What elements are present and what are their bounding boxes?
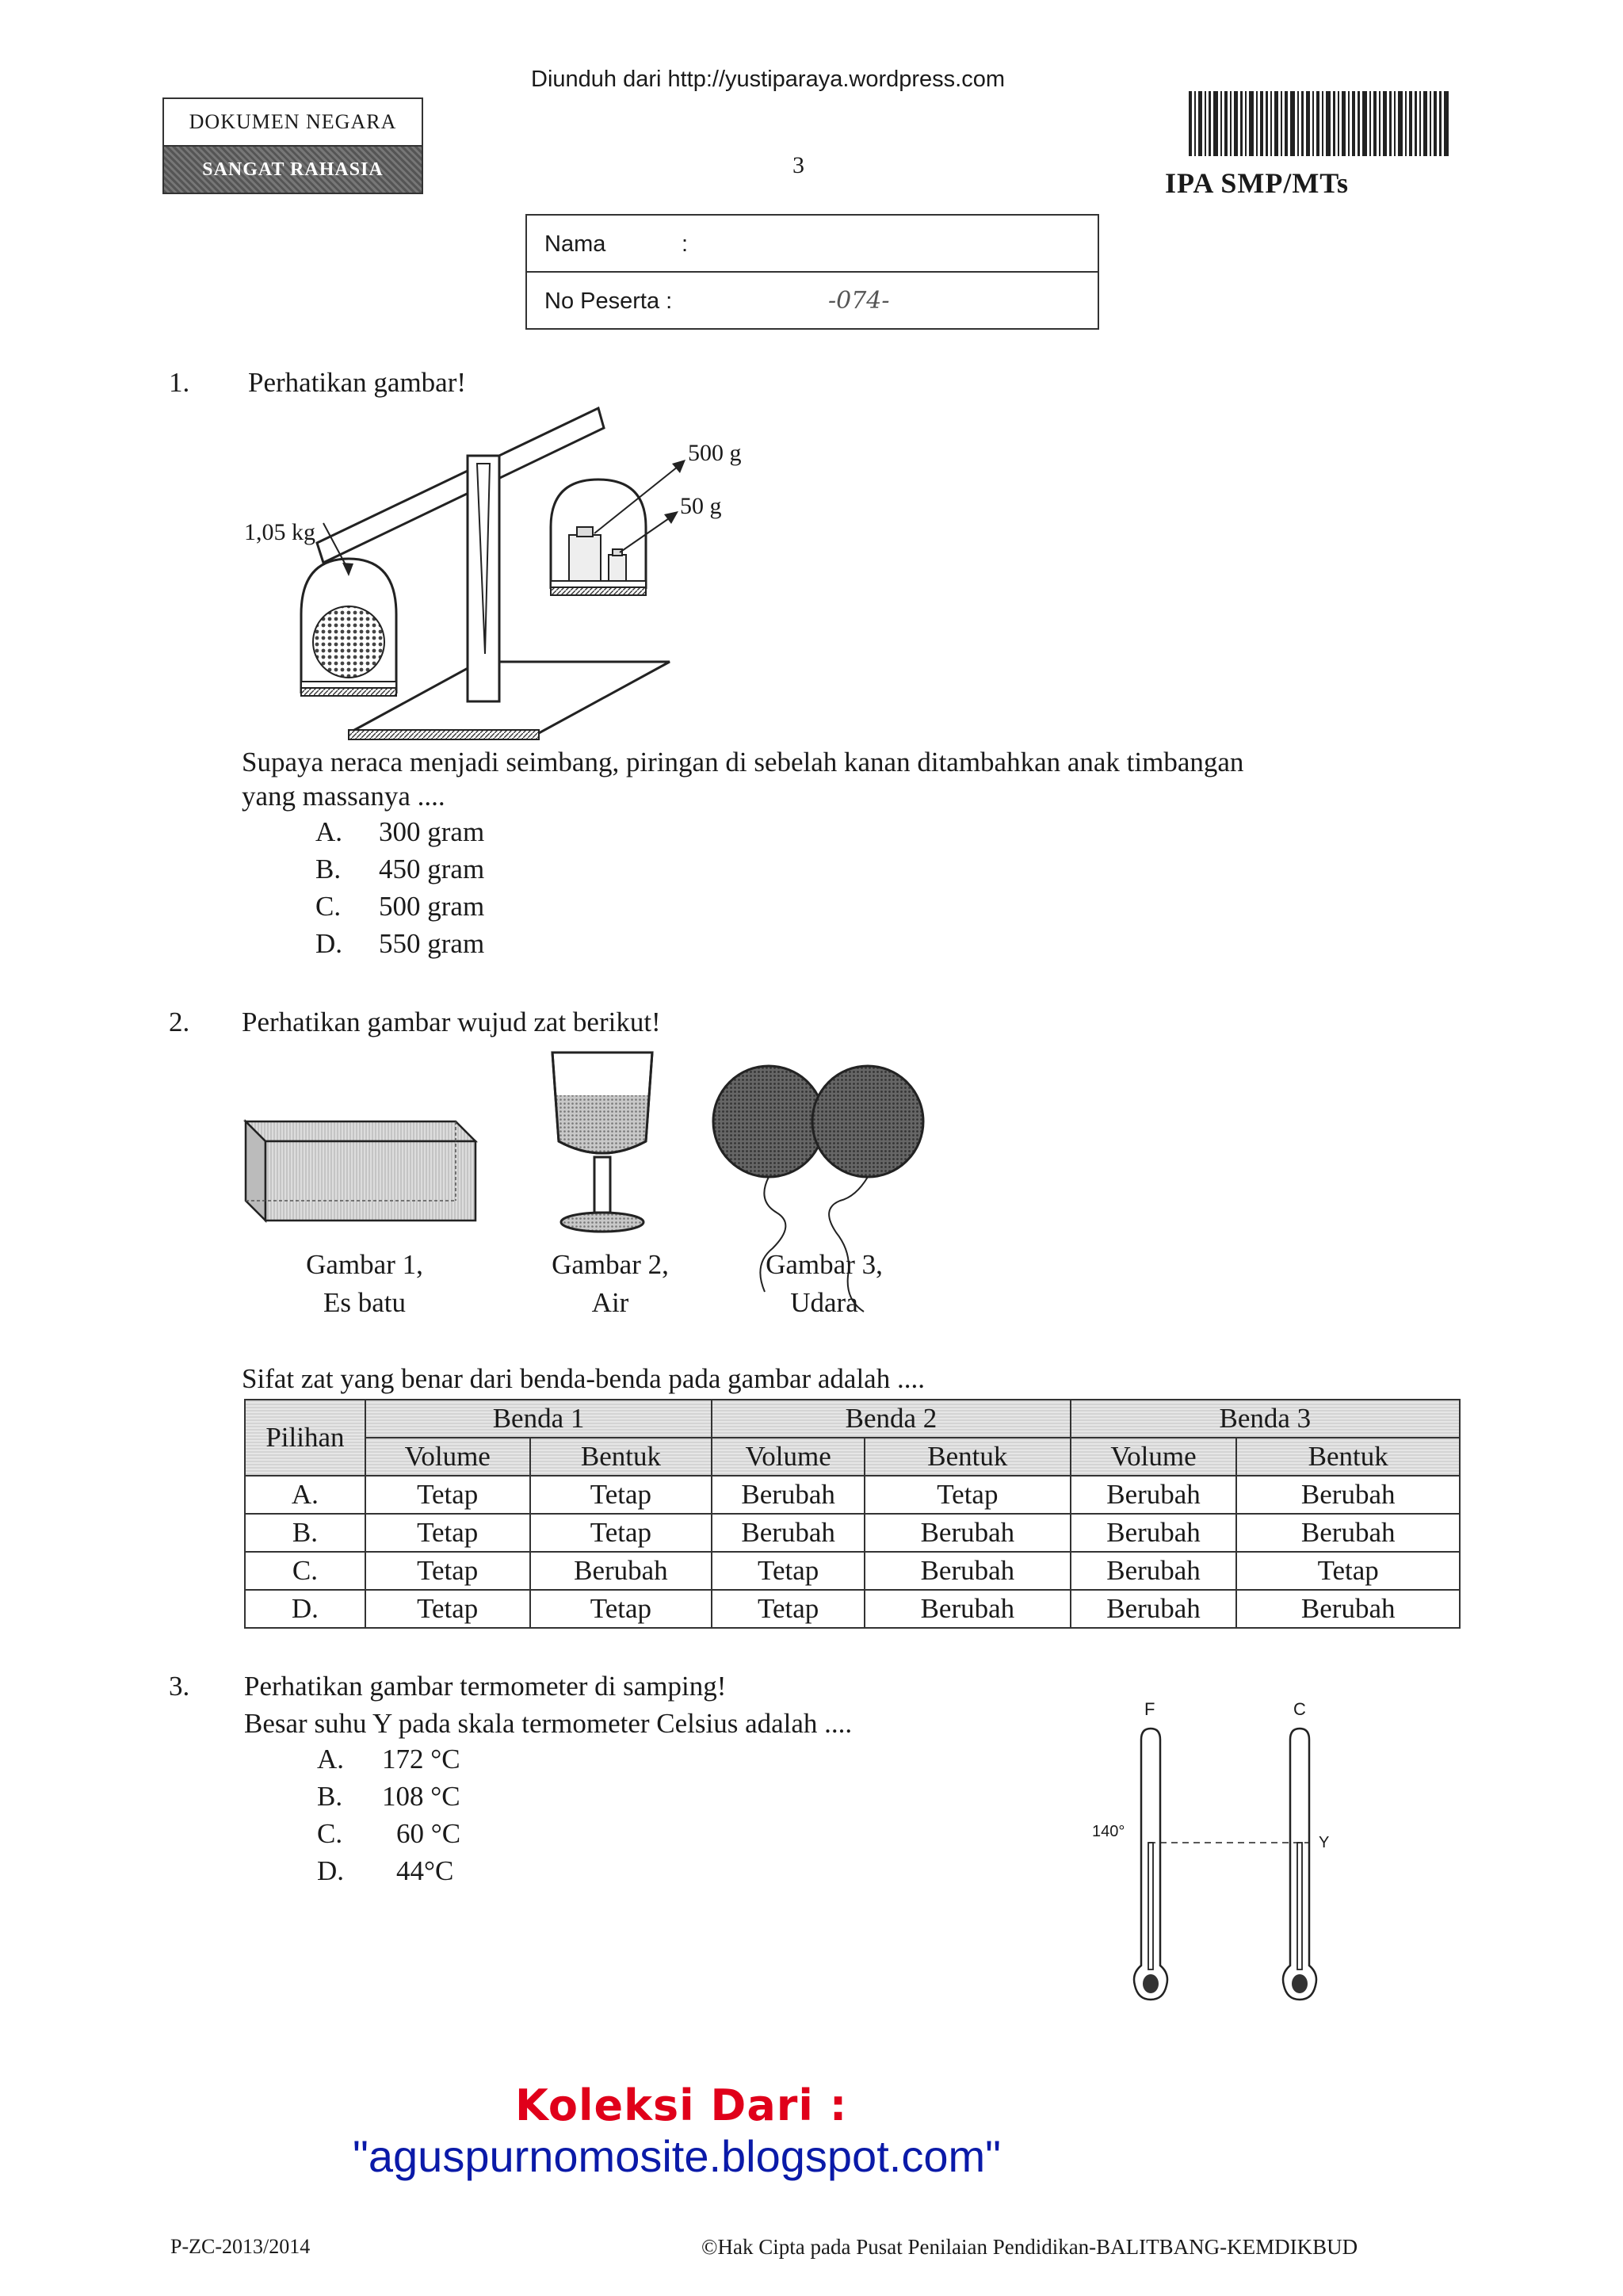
table-row[interactable]	[245, 1514, 1460, 1552]
q1-left-mass-label: 1,05 kg	[244, 519, 315, 545]
ice-block-figure	[242, 1117, 479, 1224]
name-label: Nama	[544, 231, 606, 257]
q1-prompt: Perhatikan gambar!	[248, 367, 467, 398]
identity-box	[525, 214, 1099, 330]
table-header-benda-2: Benda 2	[712, 1400, 1070, 1438]
thermometer-y-label: Y	[1319, 1834, 1330, 1851]
barcode-icon	[1189, 91, 1450, 156]
table-cell: Tetap	[712, 1590, 865, 1628]
table-subheader: Bentuk	[865, 1438, 1071, 1476]
name-row	[527, 216, 1098, 271]
q2-prompt: Perhatikan gambar wujud zat berikut!	[242, 1007, 661, 1037]
table-cell: Tetap	[1236, 1552, 1460, 1590]
footer-code: P-ZC-2013/2014	[170, 2235, 311, 2258]
thermometer-c-label: C	[1293, 1699, 1306, 1719]
q1-option-a[interactable]: A. 300 gram	[315, 816, 485, 847]
q1-option-b[interactable]: B. 450 gram	[315, 854, 485, 884]
thermometer-f-label: F	[1144, 1699, 1155, 1719]
water-glass-figure	[543, 1046, 662, 1236]
q1-text-line1: Supaya neraca menjadi seimbang, piringan di sebelah kanan ditambahkan anak timbangan	[242, 747, 1244, 777]
table-subheader: Volume	[365, 1438, 530, 1476]
name-colon: :	[682, 231, 689, 257]
q3-line1: Perhatikan gambar termometer di samping!	[244, 1671, 727, 1702]
collection-watermark: Koleksi Dari :	[515, 2080, 848, 2130]
states-of-matter-table	[244, 1399, 1461, 1629]
thermometers-figure	[1125, 1724, 1363, 2001]
q2-table-caption: Sifat zat yang benar dari benda-benda pada gambar adalah ....	[242, 1363, 925, 1394]
q1-option-d[interactable]: D. 550 gram	[315, 928, 485, 959]
table-cell: Tetap	[530, 1514, 712, 1552]
table-cell: Berubah	[1236, 1476, 1460, 1514]
subject-label: IPA SMP/MTs	[1165, 167, 1350, 199]
page-number: 3	[792, 152, 804, 178]
q3-option-d[interactable]: D. 44°C	[317, 1855, 454, 1886]
doc-label-top: DOKUMEN NEGARA	[164, 99, 422, 147]
table-cell: Berubah	[1071, 1514, 1237, 1552]
table-subheader: Bentuk	[1236, 1438, 1460, 1476]
table-cell: Berubah	[865, 1590, 1071, 1628]
table-cell: Tetap	[365, 1476, 530, 1514]
table-cell: Tetap	[865, 1476, 1071, 1514]
thermometer-reading-label: 140°	[1092, 1823, 1125, 1840]
table-row[interactable]	[245, 1476, 1460, 1514]
figure-2-caption: Gambar 2, Air	[552, 1249, 669, 1318]
table-cell: Berubah	[865, 1514, 1071, 1552]
table-cell-option: C.	[245, 1552, 365, 1590]
table-cell: Berubah	[1236, 1514, 1460, 1552]
table-subheader: Bentuk	[530, 1438, 712, 1476]
source-url: Diunduh dari http://yustiparaya.wordpress.com	[531, 67, 1006, 92]
figure-1-caption: Gambar 1, Es batu	[306, 1249, 423, 1318]
table-cell: Berubah	[1071, 1552, 1237, 1590]
participant-label: No Peserta :	[544, 288, 673, 314]
q1-weight-500-label: 500 g	[688, 440, 742, 466]
q3-number: 3.	[169, 1671, 190, 1702]
table-cell: Berubah	[1236, 1590, 1460, 1628]
q3-line2: Besar suhu Y pada skala termometer Celsius adalah ....	[244, 1708, 853, 1739]
q1-text-line2: yang massanya ....	[242, 781, 445, 812]
figure-3-caption: Gambar 3, Udara	[766, 1249, 883, 1318]
table-cell: Tetap	[712, 1552, 865, 1590]
q1-option-c[interactable]: C. 500 gram	[315, 891, 485, 922]
table-cell: Berubah	[1071, 1590, 1237, 1628]
table-cell: Berubah	[530, 1552, 712, 1590]
q1-number: 1.	[169, 367, 190, 398]
q1-weight-50-label: 50 g	[680, 493, 722, 519]
blog-watermark[interactable]: "aguspurnomosite.blogspot.com"	[353, 2131, 1001, 2181]
table-cell-option: A.	[245, 1476, 365, 1514]
table-cell: Berubah	[712, 1514, 865, 1552]
participant-row	[527, 271, 1098, 328]
table-cell: Tetap	[365, 1552, 530, 1590]
table-header-pilihan: Pilihan	[245, 1400, 365, 1476]
table-row[interactable]	[245, 1590, 1460, 1628]
document-classification-box	[162, 97, 423, 194]
table-cell: Tetap	[530, 1476, 712, 1514]
table-cell: Berubah	[1071, 1476, 1237, 1514]
doc-label-bottom: SANGAT RAHASIA	[164, 147, 422, 193]
q3-option-c[interactable]: C. 60 °C	[317, 1818, 461, 1849]
table-cell: Tetap	[530, 1590, 712, 1628]
table-subheader: Volume	[1071, 1438, 1237, 1476]
participant-value: -074-	[828, 287, 890, 315]
table-row[interactable]	[245, 1552, 1460, 1590]
table-header-benda-3: Benda 3	[1071, 1400, 1460, 1438]
table-cell: Tetap	[365, 1514, 530, 1552]
table-cell: Tetap	[365, 1590, 530, 1628]
q2-number: 2.	[169, 1007, 190, 1037]
footer-copyright: ©Hak Cipta pada Pusat Penilaian Pendidikan-BALITBANG-KEMDIKBUD	[701, 2235, 1358, 2259]
table-cell: Berubah	[712, 1476, 865, 1514]
q3-option-b[interactable]: B. 108 °C	[317, 1781, 460, 1812]
table-subheader: Volume	[712, 1438, 865, 1476]
table-header-benda-1: Benda 1	[365, 1400, 712, 1438]
table-cell-option: B.	[245, 1514, 365, 1552]
table-cell: Berubah	[865, 1552, 1071, 1590]
table-cell-option: D.	[245, 1590, 365, 1628]
q3-option-a[interactable]: A. 172 °C	[317, 1744, 460, 1775]
